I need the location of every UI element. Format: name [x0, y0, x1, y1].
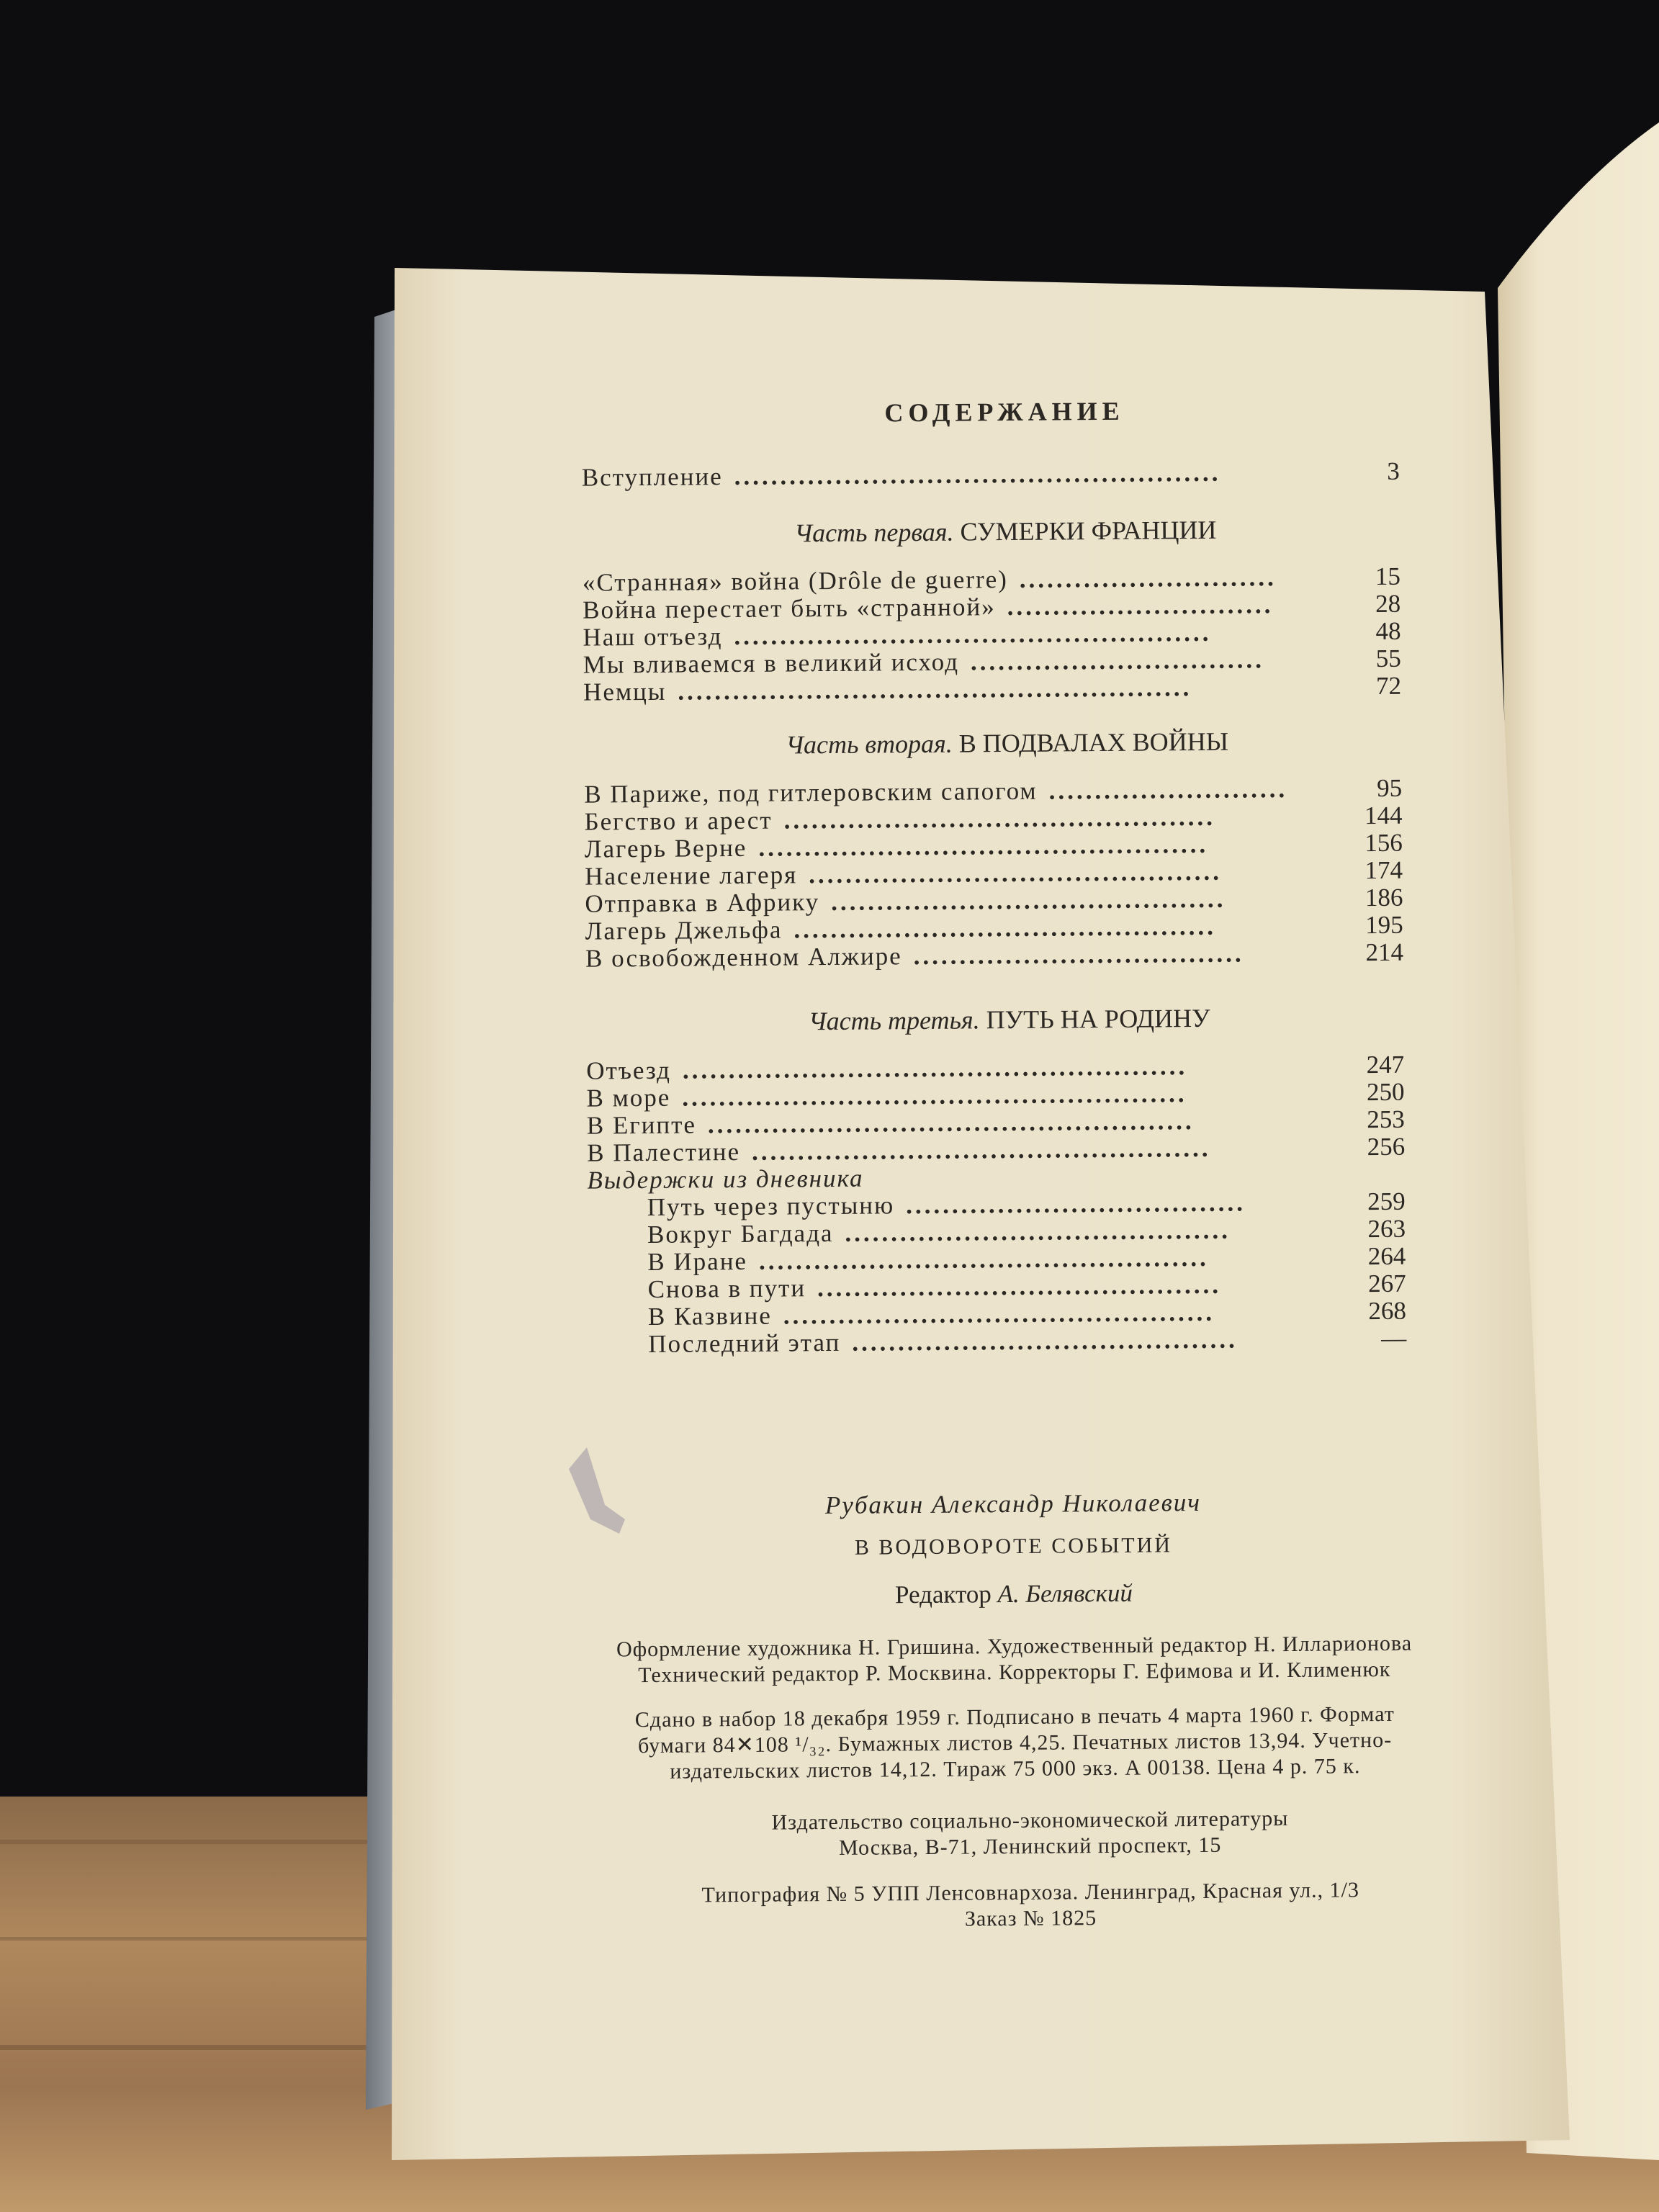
toc-entry-page: 264 [1367, 1241, 1406, 1271]
leader-dots: ............................................. [809, 857, 1223, 889]
editor-name: А. Белявский [997, 1578, 1133, 1609]
toc-entry-title: Вокруг Багдада [647, 1218, 834, 1249]
printer-line: Заказ № 1825 [964, 1906, 1097, 1931]
publisher-line: Москва, В-71, Ленинский проспект, 15 [838, 1833, 1222, 1860]
printer-line: Типография № 5 УПП Ленсовнархоза. Ленинград, Красная ул., 1/3 [701, 1878, 1360, 1907]
leader-dots: ............................ [1019, 563, 1277, 593]
part-label: Часть первая. [794, 517, 961, 548]
leader-dots: ............................................... [783, 1298, 1215, 1330]
toc-entry-page: 144 [1364, 801, 1403, 830]
toc-entry-title: В Иране [647, 1246, 748, 1276]
leader-dots: ............................................ [817, 1270, 1222, 1303]
toc-entry-title: Мы вливаемся в великий исход [583, 647, 960, 679]
leader-dots: ................................ [970, 645, 1265, 676]
leader-dots: ............................. [1007, 590, 1274, 621]
colophon-line: издательских листов 14,12. Тираж 75 000 экз. А 00138. Цена 4 р. 75 к. [670, 1754, 1361, 1784]
toc-entry-page: 28 [1375, 589, 1401, 619]
toc-entry-page: 250 [1366, 1077, 1405, 1107]
colophon-line: Сдано в набор 18 декабря 1959 г. Подписано в печать 4 марта 1960 г. Формат [634, 1701, 1395, 1732]
toc-entry-title: «Странная» война (Drôle de guerre) [582, 565, 1008, 597]
toc-entry-page: 247 [1366, 1050, 1405, 1079]
colophon-author: Рубакин Александр Николаевич [824, 1488, 1202, 1520]
publisher-line: Издательство социально-экономической литературы [771, 1807, 1289, 1835]
leader-dots: ........................................... [831, 884, 1226, 916]
toc-entry-page: 174 [1364, 855, 1403, 885]
toc-entry-title: Наш отъезд [583, 622, 723, 652]
toc-entry-page: — [1381, 1323, 1407, 1352]
toc-entry-title: Лагерь Верне [584, 833, 747, 863]
leader-dots: .......................... [1048, 774, 1288, 805]
toc-entry-title: Снова в пути [647, 1274, 806, 1303]
toc-entry-page: 263 [1367, 1214, 1406, 1244]
editor-label: Редактор [894, 1580, 992, 1609]
toc-entry-title: Путь через пустыню [647, 1191, 895, 1221]
colophon-line: бумаги 84✕108 ¹/₃₂. Бумажных листов 4,25. Печатных листов 13,94. Учетно- [637, 1727, 1393, 1758]
toc-entry-page: 195 [1365, 910, 1403, 940]
part-label: Часть третья. [808, 1005, 986, 1036]
toc-entry-title: Лагерь Джельфа [585, 915, 783, 945]
toc-entry-page: 55 [1375, 644, 1401, 673]
colophon-book-title: В ВОДОВОРОТЕ СОБЫТИЙ [854, 1533, 1173, 1560]
colophon-editor [895, 1579, 1133, 1609]
toc-entry-page: 268 [1368, 1296, 1407, 1326]
colophon-line: Оформление художника Н. Гришина. Художественный редактор Н. Илларионова [616, 1631, 1413, 1662]
leader-dots: .......................................... [845, 1215, 1231, 1247]
toc-entry-page: 256 [1367, 1132, 1406, 1161]
part-title: ПУТЬ НА РОДИНУ [986, 1003, 1210, 1035]
toc-entry-page: 259 [1367, 1187, 1406, 1216]
colophon-line: Технический редактор Р. Москвина. Корректоры Г. Ефимова и И. Клименюк [638, 1657, 1391, 1688]
leader-dots: ..................................................... [707, 1107, 1195, 1139]
part-title: В ПОДВАЛАХ ВОЙНЫ [958, 727, 1229, 758]
shelf-grain [0, 1937, 389, 1941]
leader-dots: ....................................................... [682, 1052, 1188, 1084]
part-heading [786, 727, 1228, 760]
toc-entry-page: 156 [1364, 828, 1403, 858]
toc-entry-page: 72 [1375, 671, 1402, 701]
leader-dots: .......................................... [852, 1325, 1238, 1357]
toc-entry-page: 267 [1367, 1269, 1406, 1298]
leader-dots: ................................................. [758, 1243, 1209, 1275]
toc-entry-page: 48 [1375, 616, 1401, 646]
toc-entry-title: Население лагеря [584, 860, 798, 891]
leader-dots: ..................................... [905, 1188, 1246, 1220]
shelf-grain [0, 2045, 389, 2050]
toc-entry-title: Немцы [583, 677, 667, 706]
toc-entry-page: 214 [1365, 938, 1404, 967]
leader-dots: .................................... [913, 939, 1244, 971]
toc-entry-title: Отправка в Африку [585, 888, 820, 918]
toc-entry-page: 253 [1367, 1105, 1405, 1134]
toc-entry-page: 3 [1387, 457, 1400, 485]
part-heading [794, 516, 1216, 548]
shelf-grain [0, 1840, 389, 1844]
toc-subsection-heading: Выдержки из дневника [587, 1164, 864, 1195]
toc-title: СОДЕРЖАНИЕ [884, 396, 1125, 428]
toc-entry-title: В Париже, под гитлеровским сапогом [584, 776, 1038, 809]
toc-entry-title: Бегство и арест [584, 806, 773, 836]
toc-entry-page: 186 [1364, 883, 1403, 912]
part-heading [809, 1004, 1210, 1035]
toc-entry-title: В Казвине [647, 1301, 772, 1331]
part-title: СУМЕРКИ ФРАНЦИИ [960, 515, 1217, 547]
leader-dots: .................................................... [734, 618, 1212, 651]
leader-dots: ..................................................... [734, 458, 1221, 491]
part-label: Часть вторая. [786, 729, 959, 760]
toc-entry-title: Вступление [581, 462, 723, 492]
toc-entry-page: 95 [1377, 773, 1403, 803]
leader-dots: ............................................... [783, 802, 1216, 835]
leader-dots: ................................................. [758, 830, 1209, 862]
toc-entry-title: В море [586, 1083, 671, 1112]
toc-entry-title: Последний этап [648, 1328, 841, 1358]
toc-entry-title: Война перестает быть «странной» [583, 593, 996, 624]
toc-entry-title: В Египте [586, 1110, 697, 1140]
toc-entry-title: В освобожденном Алжире [585, 942, 902, 973]
leader-dots: ....................................................... [682, 1079, 1187, 1112]
colophon-lines [616, 1632, 1413, 1784]
leader-dots: .................................................. [751, 1133, 1211, 1166]
leader-dots: ........................................................ [678, 673, 1192, 706]
leader-dots: .............................................. [793, 912, 1217, 944]
toc-entry-title: В Палестине [586, 1137, 741, 1167]
toc-entry-title: Отъезд [586, 1056, 672, 1085]
toc-entry-page: 15 [1375, 562, 1401, 591]
